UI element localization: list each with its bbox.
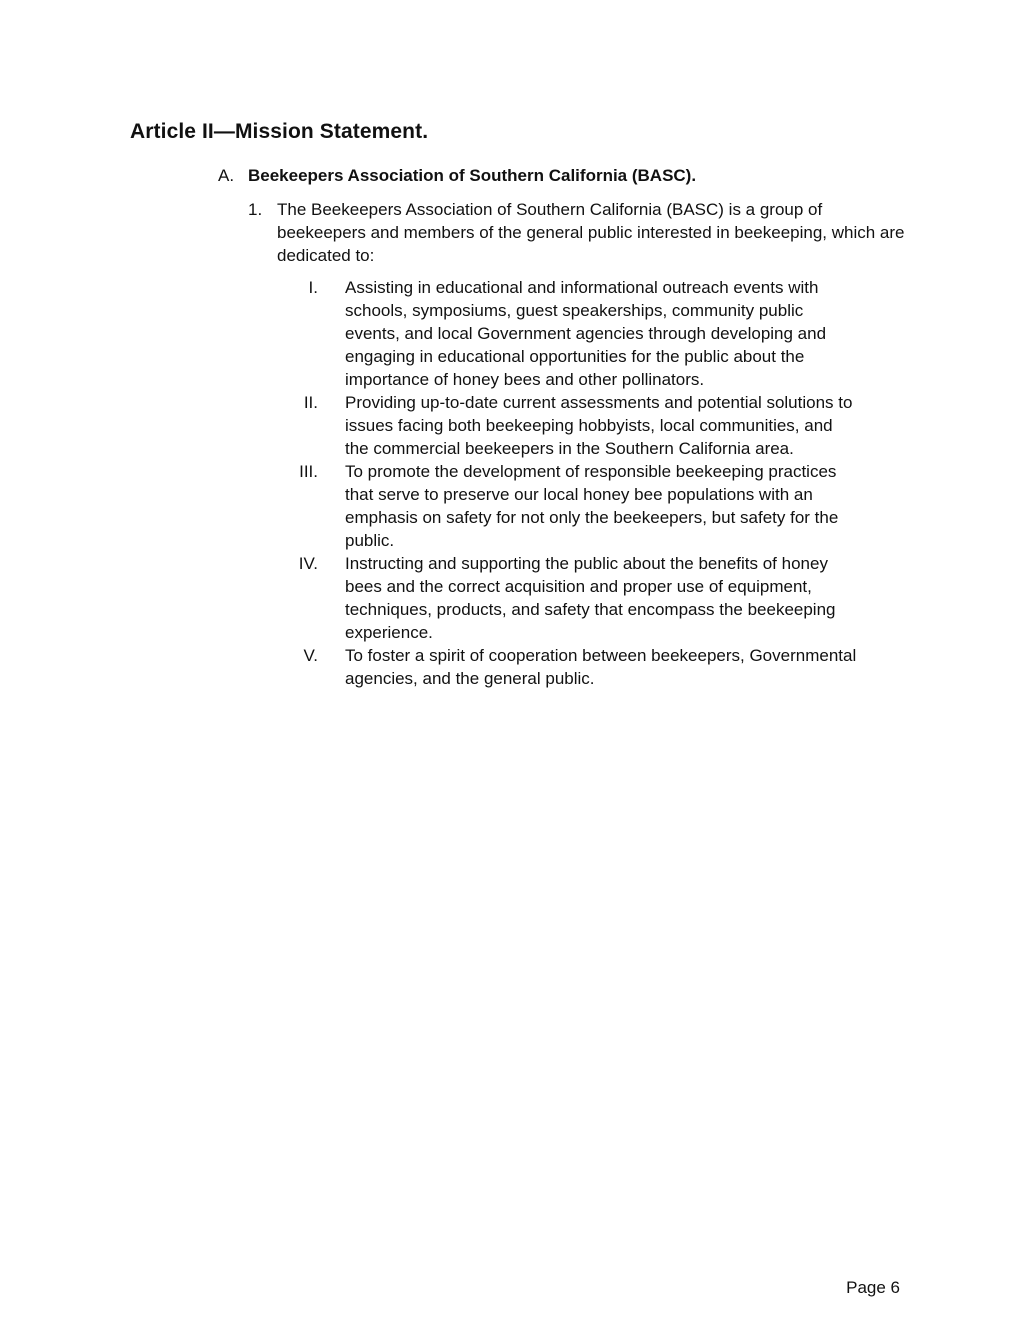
list-item-text: Instructing and supporting the public about the benefits of honey bees and the correct acquisition and proper use of equipment, techniques, products, and safety that encompass the beekeeping experience. [345, 554, 836, 642]
list-item-text: To promote the development of responsible beekeeping practices that serve to preserve our local honey bee populations with an emphasis on safety for not only the beekeepers, but safety for the public. [345, 462, 839, 550]
numbered-item-1-marker: 1. [248, 200, 263, 219]
list-item-text: To foster a spirit of cooperation between beekeepers, Governmental agencies, and the general public. [345, 646, 857, 688]
page-number: Page 6 [846, 1278, 900, 1297]
list-item-marker: II. [303, 393, 318, 412]
list-item-text: Assisting in educational and informational outreach events with schools, symposiums, guest speakerships, community public events, and local Government agencies through developing and engaging in educational opportunities for the public about the importance of honey bees and other pollinators. [345, 278, 827, 389]
list-item [280, 552, 860, 644]
list-item-text: Providing up-to-date current assessments and potential solutions to issues facing both beekeeping hobbyists, local communities, and the commercial beekeepers in the Southern California area. [345, 393, 853, 458]
numbered-item-1-text: The Beekeepers Association of Southern California (BASC) is a group of beekeepers and members of the general public interested in beekeeping, which are dedicated to: [277, 200, 905, 265]
list-item [280, 276, 860, 391]
article-title: Article II—Mission Statement. [130, 120, 429, 143]
list-item-marker: I. [308, 278, 318, 297]
list-item-marker: V. [303, 646, 318, 665]
section-a [218, 164, 696, 187]
list-item [280, 391, 860, 460]
section-a-marker: A. [218, 166, 235, 185]
list-item-marker: IV. [298, 554, 318, 573]
list-item-marker: III. [299, 462, 318, 481]
roman-numeral-list [280, 276, 860, 690]
numbered-item-1 [248, 198, 908, 267]
list-item [280, 644, 860, 690]
list-item [280, 460, 860, 552]
section-a-title: Beekeepers Association of Southern California (BASC). [248, 166, 697, 185]
